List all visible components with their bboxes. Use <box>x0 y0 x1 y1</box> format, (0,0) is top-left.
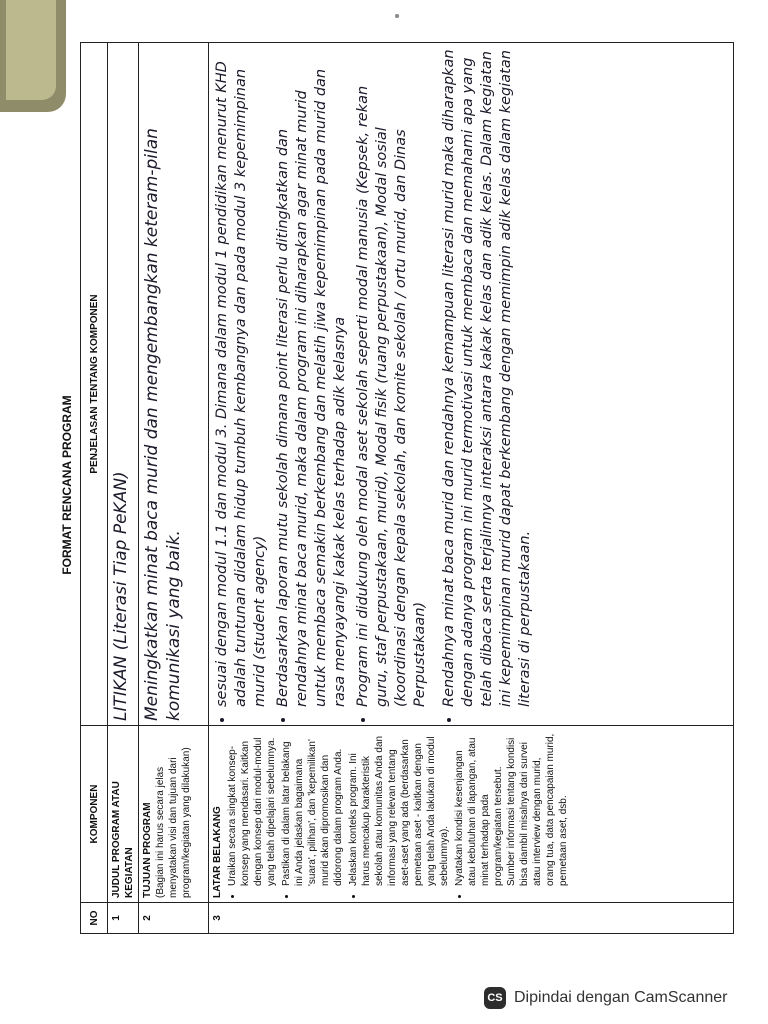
paper-mark <box>395 14 399 18</box>
list-item: • Uraikan secara singkat konsep-konsep yang mendasari. Kaitkan dengan konsep dari modul-modul yang telah dipelajari sebelumnya. <box>226 730 278 886</box>
list-item: • Rendahnya minat baca murid dan rendahnya kemampuan literasi murid maka diharapkan dengan adanya program ini murid termotivasi untuk membaca dan memahami apa yang telah dibaca serta terjalinnya interaksi antara kakak kelas dan adik kelas. Dalam kegiatan ini kepemimpinan murid dapat berkembang dengan memimpin adik kelas dalam kegiatan literasi di perpustakaan. <box>440 47 535 707</box>
komponen-judul: JUDUL PROGRAM ATAU KEGIATAN <box>108 726 139 903</box>
row-number: 1 <box>108 903 139 934</box>
list-item: • Program ini didukung oleh modal aset sekolah seperti modal manusia (Kepsek, rekan guru, staf perpustakaan, murid), Modal fisik (ruang perpustakaan), Modal sosial (koordinasi dengan kepala sekolah, dan komite sekolah / ortu murid, dan Dinas Perpustakaan) <box>354 47 430 707</box>
komponen-desc: (Bagian ini harus secara jelas menyatakan visi dan tujuan dari program/kegiatan yang dilakukan) <box>155 747 192 898</box>
komponen-tujuan <box>139 726 209 903</box>
row-number: 3 <box>209 903 734 934</box>
camscanner-watermark <box>484 982 727 1014</box>
row-number: 2 <box>139 903 209 934</box>
komponen-title: TUJUAN PROGRAM <box>142 802 153 898</box>
program-table <box>80 42 734 934</box>
penjelasan-bullet-list <box>213 47 535 721</box>
list-item: • sesuai dengan modul 1.1 dan modul 3. Dimana dalam modul 1 pendidikan menurut KHD adalah tuntunan didalam hidup tumbuh kembangnya dan pada modul 3 kepemimpinan murid (student agency) <box>213 47 270 707</box>
penjelasan-tujuan: Meningkatkan minat baca murid dan mengembangkan keteram-pilan komunikasi yang baik. <box>139 43 209 726</box>
komponen-bullet-list <box>226 730 570 898</box>
table-row <box>139 43 209 934</box>
komponen-title: LATAR BELAKANG <box>212 806 223 898</box>
table-row <box>209 43 734 934</box>
table-row <box>108 43 139 934</box>
penjelasan-latar-belakang <box>209 43 734 726</box>
header-no: NO <box>81 903 108 934</box>
camscanner-label: Dipindai dengan CamScanner <box>514 989 728 1006</box>
komponen-latar-belakang <box>209 726 734 903</box>
list-item: • Berdasarkan laporan mutu sekolah dimana point literasi perlu ditingkatkan dan rendahnya minat baca murid, maka dalam program ini diharapkan agar minat murid untuk membaca semakin berkembang dan melatih jiwa kepemimpinan pada murid dan rasa menyayangi kakak kelas terhadap adik kelasnya <box>274 47 350 707</box>
list-item: • Jelaskan konteks program. Ini harus mencakup karakteristik sekolah atau komunitas Anda dan informasi yang relevan tentang aset-aset yang ada (berdasarkan pemetaan aset - kaitkan dengan yang telah Anda lakukan di modul sebelumnya). <box>347 730 451 886</box>
header-penjelasan: PENJELASAN TENTANG KOMPONEN <box>81 43 108 726</box>
list-item: • Pastikan di dalam latar belakang ini Anda jelaskan bagaimana 'suara', pilihan', dan 'kepemilikan' murid akan dipromosikan dan didorong dalam program Anda. <box>280 730 345 886</box>
camscanner-logo-icon: CS <box>484 987 506 1009</box>
list-item: • Nyatakan kondisi kesenjangan atau kebutuhan di lapangan, atau minat terhadap pada program/kegiatan tersebut. Sumber informasi tentang kondisi bisa diambil misalnya dari survei atau interview dengan murid, orang tua, data pencapaian murid, pemetaan aset, dsb. <box>453 730 570 886</box>
scanned-document <box>54 30 748 940</box>
document-title: FORMAT RENCANA PROGRAM <box>60 395 74 575</box>
penjelasan-judul: LITIKAN (Literasi Tiap PeKAN) <box>108 43 139 726</box>
table-header-row <box>81 43 108 934</box>
header-komponen: KOMPONEN <box>81 726 108 903</box>
